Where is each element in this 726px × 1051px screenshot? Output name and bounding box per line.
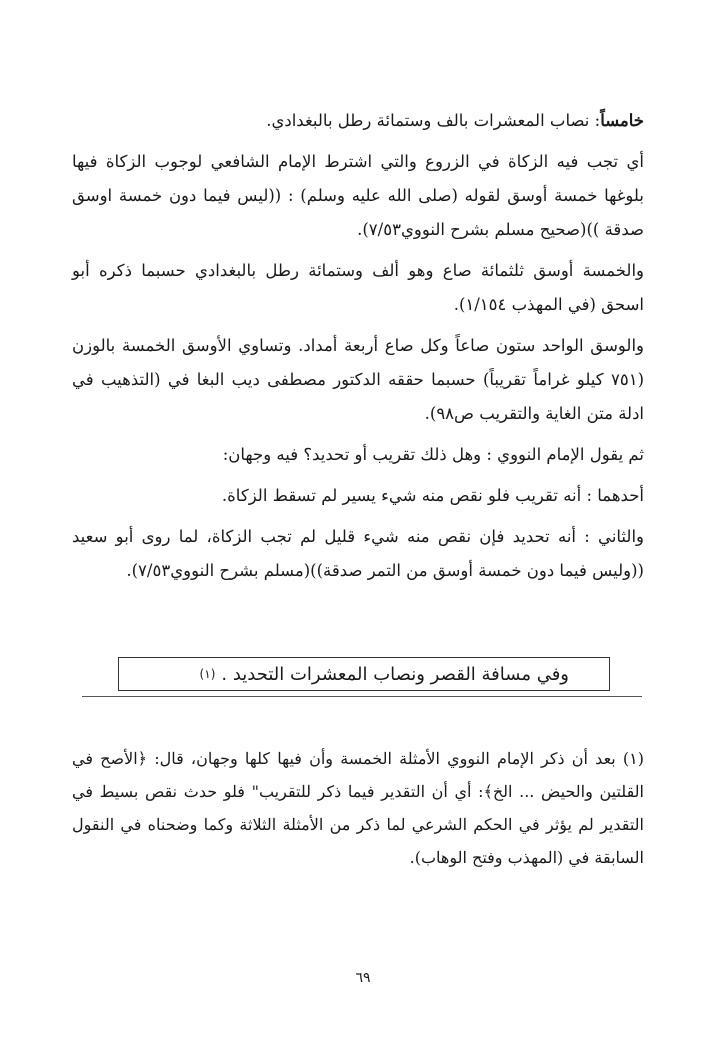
footnote-marker: (١) [199,667,216,681]
paragraph-five-awsuq: والخمسة أوسق ثلثمائة صاع وهو ألف وستمائة رطل بالبغدادي حسبما ذكره أبو اسحق (في المهذب ١/١٥٤). [72,261,644,314]
paragraph-text: : نصاب المعشرات بالف وستمائة رطل بالبغدادي. [266,111,601,130]
page-number: ٦٩ [355,970,371,986]
paragraph-second-view: والثاني : أنه تحديد فإن نقص منه شيء قليل لم تجب الزكاة، لما روى أبو سعيد ((وليس فيما دون خمسة أوسق من التمر صدقة))(مسلم بشرح النووي٧/٥٣). [72,527,644,580]
boxed-heading-text: وفي مسافة القصر ونصاب المعشرات التحديد . [221,663,569,685]
footnote [72,742,644,874]
paragraph-one-wasq: والوسق الواحد ستون صاعاً وكل صاع أربعة أمداد. وتساوي الأوسق الخمسة بالوزن (٧٥١ كيلو غراماً تقريباً) حسبما حققه الدكتور مصطفى ديب البغا في (التذهيب في ادلة متن الغاية والتقريب ص٩٨). [72,336,644,423]
paragraph-first-view: أحدهما : أنه تقريب فلو نقص منه شيء يسير لم تسقط الزكاة. [221,486,644,505]
paragraph-fifth [72,104,644,138]
footnote-divider [82,696,642,697]
paragraph-lead: خامساً [600,111,644,130]
paragraph-nawawi-question: ثم يقول الإمام النووي : وهل ذلك تقريب أو تحديد؟ فيه وجهان: [222,445,644,464]
main-text [72,104,644,595]
boxed-heading [118,657,610,691]
footnote-text: (١) بعد أن ذكر الإمام النووي الأمثلة الخمسة وأن فيها كلها وجهان، قال: ﴿الأصح في القلتين والحيض ... الخ﴾: أي أن التقدير فيما ذكر للتقريب" فلو حدث نقص بسيط في التقدير لم يؤثر في الحكم الشرعي لما ذكر من الأمثلة الثلاثة وكما وضحناه في النقول السابقة في (المهذب وفتح الوهاب). [72,749,644,867]
paragraph-zakat-crops: أي تجب فيه الزكاة في الزروع والتي اشترط الإمام الشافعي لوجوب الزكاة فيها بلوغها خمسة أوسق لقوله (صلى الله عليه وسلم) : ((ليس فيما دون خمسة اوسق صدقة ))(صحيح مسلم بشرح النووي٧/٥٣). [72,152,644,239]
